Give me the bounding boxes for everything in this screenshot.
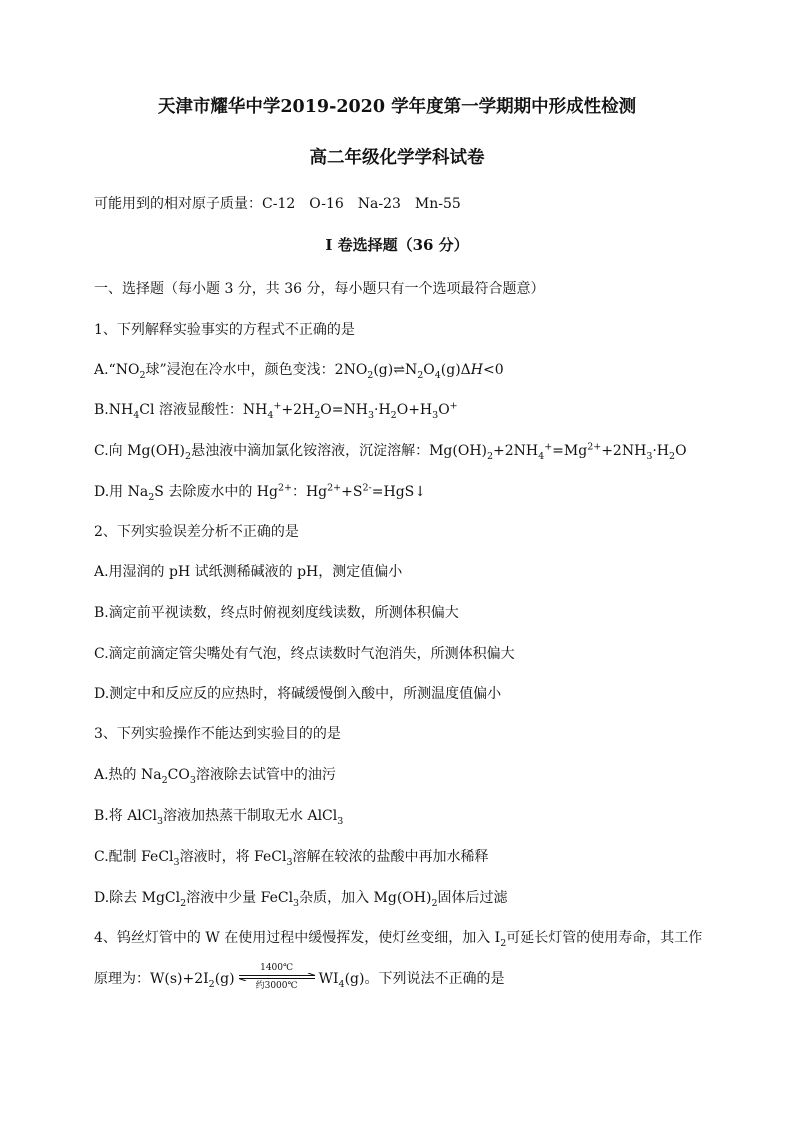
subscript: 2 xyxy=(500,937,507,949)
subscript: 4 xyxy=(267,409,274,421)
text-run: O xyxy=(675,443,687,459)
subscript: 3 xyxy=(337,815,344,827)
text-run: ·H xyxy=(374,402,391,418)
subscript: 2 xyxy=(139,369,146,381)
text-run: O xyxy=(438,402,450,418)
text-run: +2H xyxy=(281,402,315,418)
text-run: C.向 Mg(OH) xyxy=(94,443,186,459)
subscript: 3 xyxy=(646,450,653,462)
italic-symbol: H xyxy=(470,362,484,378)
text-run: 球”浸泡在冷水中，颜色变浅：2NO xyxy=(145,362,368,378)
reversible-reaction-arrow xyxy=(237,963,317,991)
question-1-stem: 1、下列解释实验事实的方程式不正确的是 xyxy=(94,322,355,338)
text-run: Cl 溶液显酸性：NH xyxy=(139,402,268,418)
question-3-option-b xyxy=(94,806,343,826)
text-run: +2NH xyxy=(493,443,539,459)
exam-subtitle: 高二年级化学学科试卷 xyxy=(309,148,485,168)
subscript: 2 xyxy=(669,450,676,462)
text-run: <0 xyxy=(483,362,504,378)
equilibrium-arrows-icon xyxy=(237,973,317,981)
section-intro: 一、选择题（每小题 3 分，共 36 分，每小题只有一个选项最符合题意） xyxy=(94,281,545,297)
question-4-equation-line xyxy=(94,965,504,993)
question-1-option-a xyxy=(94,360,504,380)
text-run: (g)。下列说法不正确的是 xyxy=(344,971,505,987)
superscript: + xyxy=(544,441,553,453)
subscript: 2 xyxy=(417,369,424,381)
text-run: 溶液中少量 FeCl xyxy=(186,890,294,906)
text-run: +S xyxy=(341,484,363,500)
subscript: 4 xyxy=(133,409,140,421)
text-run: A.“NO xyxy=(94,362,140,378)
text-run: ：Hg xyxy=(291,484,328,500)
text-run: 可延长灯管的使用寿命，其工作 xyxy=(506,930,703,946)
subscript: 3 xyxy=(367,409,374,421)
text-run: =Mg xyxy=(552,443,588,459)
text-run: (g)⇌N xyxy=(373,362,418,378)
subscript: 3 xyxy=(189,774,196,786)
atomic-masses-note: 可能用到的相对原子质量：C-12 O-16 Na-23 Mn-55 xyxy=(94,196,461,212)
text-run: 溶解在较浓的盐酸中再加水稀释 xyxy=(292,849,489,865)
question-3-option-d xyxy=(94,888,508,908)
subscript: 2 xyxy=(185,450,192,462)
superscript: 2+ xyxy=(277,482,292,494)
text-run: 固体后过滤 xyxy=(437,890,508,906)
text-run: 溶液时，将 FeCl xyxy=(179,849,287,865)
exam-title: 天津市耀华中学2019-2020 学年度第一学期期中形成性检测 xyxy=(157,97,637,117)
subscript: 2 xyxy=(208,978,215,990)
subscript: 2 xyxy=(314,409,321,421)
condition-reverse: 约3000℃ xyxy=(255,981,298,991)
question-2-option-a: A.用湿润的 pH 试纸测稀碱液的 pH，测定值偏小 xyxy=(94,564,403,580)
text-run: (g) xyxy=(214,971,235,987)
text-run: O=NH xyxy=(320,402,368,418)
subscript: 2 xyxy=(180,897,187,909)
text-run: D.除去 MgCl xyxy=(94,890,181,906)
text-run: 溶液加热蒸干制取无水 AlCl xyxy=(163,808,338,824)
text-run: A.热的 Na xyxy=(94,767,162,783)
text-run: WI xyxy=(318,971,339,987)
question-2-option-d: D.测定中和反应反的应热时，将碱缓慢倒入酸中，所测温度值偏小 xyxy=(94,686,502,702)
text-run: ·H xyxy=(652,443,670,459)
superscript: + xyxy=(449,400,458,412)
text-run: =HgS↓ xyxy=(371,484,426,500)
question-2-option-b: B.滴定前平视读数，终点时俯视刻度线读数，所测体积偏大 xyxy=(94,605,459,621)
subscript: 4 xyxy=(338,978,345,990)
question-3-option-a xyxy=(94,765,336,785)
text-run: 4、钨丝灯管中的 W 在使用过程中缓慢挥发，使灯丝变细，加入 I xyxy=(94,930,501,946)
question-2-stem: 2、下列实验误差分析不正确的是 xyxy=(94,524,299,540)
question-3-stem: 3、下列实验操作不能达到实验目的的是 xyxy=(94,726,341,742)
subscript: 2 xyxy=(431,897,438,909)
subscript: 3 xyxy=(286,856,293,868)
subscript: 2 xyxy=(390,409,397,421)
subscript: 3 xyxy=(432,409,439,421)
section-title: I 卷选择题（36 分） xyxy=(325,236,469,254)
subscript: 2 xyxy=(161,774,168,786)
text-run: 原理为：W(s)+2I xyxy=(94,971,209,987)
text-run: O+H xyxy=(396,402,433,418)
question-2-option-c: C.滴定前滴定管尖嘴处有气泡，终点读数时气泡消失，所测体积偏大 xyxy=(94,646,515,662)
subscript: 2 xyxy=(148,491,155,503)
text-run: B.NH xyxy=(94,402,134,418)
subscript: 2 xyxy=(486,450,494,462)
text-run: 悬浊液中滴加氯化铵溶液，沉淀溶解：Mg(OH) xyxy=(191,443,487,459)
question-1-option-d xyxy=(94,482,426,502)
text-run: CO xyxy=(167,767,190,783)
text-run: C.配制 FeCl xyxy=(94,849,174,865)
subscript: 4 xyxy=(434,369,441,381)
text-run: (g)Δ xyxy=(440,362,471,378)
subscript: 3 xyxy=(173,856,180,868)
superscript: + xyxy=(273,400,282,412)
condition-forward: 1400℃ xyxy=(260,963,294,973)
text-run: +2NH xyxy=(601,443,647,459)
text-run: B.将 AlCl xyxy=(94,808,157,824)
text-run: S 去除废水中的 Hg xyxy=(154,484,278,500)
superscript: 2+ xyxy=(327,482,342,494)
question-3-option-c xyxy=(94,847,489,867)
text-run: 溶液除去试管中的油污 xyxy=(195,767,336,783)
subscript: 3 xyxy=(293,897,300,909)
subscript: 4 xyxy=(538,450,545,462)
text-run: O xyxy=(423,362,435,378)
text-run: D.用 Na xyxy=(94,484,149,500)
text-run: 杂质，加入 Mg(OH) xyxy=(299,890,432,906)
subscript: 2 xyxy=(367,369,374,381)
superscript: 2- xyxy=(362,482,372,494)
subscript: 3 xyxy=(156,815,164,827)
question-1-option-b xyxy=(94,400,458,420)
superscript: 2+ xyxy=(587,441,602,453)
question-1-option-c xyxy=(94,441,687,461)
question-4-stem xyxy=(94,928,702,948)
